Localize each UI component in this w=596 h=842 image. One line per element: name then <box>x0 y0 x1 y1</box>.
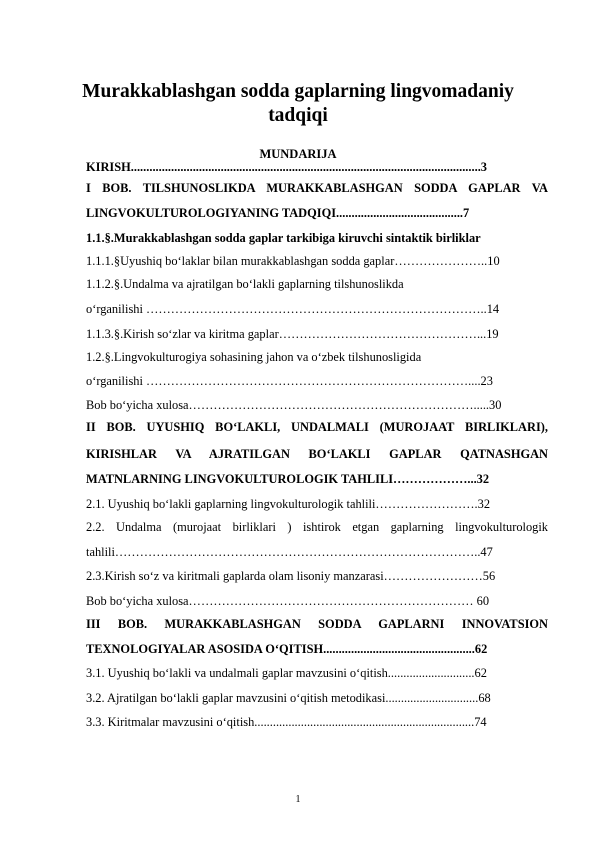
toc-entry-chapter-3: III BOB. MURAKKABLASHGAN SODDA GAPLARNI INNOVATSION <box>86 617 548 631</box>
toc-entry-chapter-1-cont: LINGVOKULTUROLOGIYANING TADQIQI.........................................7 <box>86 206 470 220</box>
toc-entry-chapter-2-cont: KIRISHLAR VA AJRATILGAN BO‘LAKLI GAPLAR QATNASHGAN <box>86 447 548 461</box>
toc-entry-3-1: 3.1. Uyushiq bo‘lakli va undalmali gaplar mavzusini o‘qitish............................62 <box>86 666 487 680</box>
toc-entry-chapter-3-cont: TEXNOLOGIYALAR ASOSIDA O‘QITISH.................................................62 <box>86 642 488 656</box>
document-title: Murakkablashgan sodda gaplarning lingvomadaniy tadqiqi <box>82 81 514 126</box>
toc-entry-chapter-1-summary: Bob bo‘yicha xulosa…………………………………………………………….....30 <box>86 398 502 412</box>
toc-entry-1-2-cont: o‘rganilishi ……………………………………………………………………....23 <box>86 374 493 388</box>
toc-entry-chapter-1: I BOB. TILSHUNOSLIKDA MURAKKABLASHGAN SODDA GAPLAR VA <box>86 181 548 195</box>
toc-entry-3-2: 3.2. Ajratilgan bo‘lakli gaplar mavzusini o‘qitish metodikasi..............................68 <box>86 691 491 705</box>
toc-entry-1-1-2-cont: o‘rganilishi ………………………………………………………………………..14 <box>86 302 500 316</box>
toc-entry-1-2: 1.2.§.Lingvokulturogiya sohasining jahon va o‘zbek tilshunosligida <box>86 350 422 364</box>
page-number: 1 <box>295 794 301 805</box>
toc-entry-2-2-cont: tahlili……………………………………………………………………………..47 <box>86 545 493 559</box>
toc-entry-chapter-2-summary: Bob bo‘yicha xulosa…………………………………………………………… 60 <box>86 594 490 608</box>
toc-entry-1-1-2: 1.1.2.§.Undalma va ajratilgan bo‘lakli gaplarning tilshunoslikda <box>86 277 404 291</box>
toc-entry-kirish: KIRISH.................................................................................................................3 <box>86 160 487 174</box>
toc-entry-chapter-2-cont2: MATNLARNING LINGVOKULTUROLOGIK TAHLILI………………...32 <box>86 472 490 486</box>
toc-entry-1-1-1: 1.1.1.§Uyushiq bo‘laklar bilan murakkablashgan sodda gaplar…………………..10 <box>86 254 500 268</box>
toc-entry-1-1-3: 1.1.3.§.Kirish so‘zlar va kiritma gaplar…………………………………………...19 <box>86 327 499 341</box>
toc-entry-3-3: 3.3. Kiritmalar mavzusini o‘qitish.......................................................................74 <box>86 715 487 729</box>
toc-entry-1-1: 1.1.§.Murakkablashgan sodda gaplar tarkibiga kiruvchi sintaktik birliklar <box>86 231 481 245</box>
toc-entry-chapter-2: II BOB. UYUSHIQ BO‘LAKLI, UNDALMALI (MUROJAAT BIRLIKLARI), <box>86 420 548 434</box>
toc-entry-2-2: 2.2. Undalma (murojaat birliklari ) ishtirok etgan gaplarning lingvokulturologik <box>86 520 548 534</box>
toc-heading: MUNDARIJA <box>259 147 337 161</box>
toc-entry-2-1: 2.1. Uyushiq bo‘lakli gaplarning lingvokulturologik tahlili…………………….32 <box>86 497 491 511</box>
toc-entry-2-3: 2.3.Kirish so‘z va kiritmali gaplarda olam lisoniy manzarasi……………………56 <box>86 569 496 583</box>
